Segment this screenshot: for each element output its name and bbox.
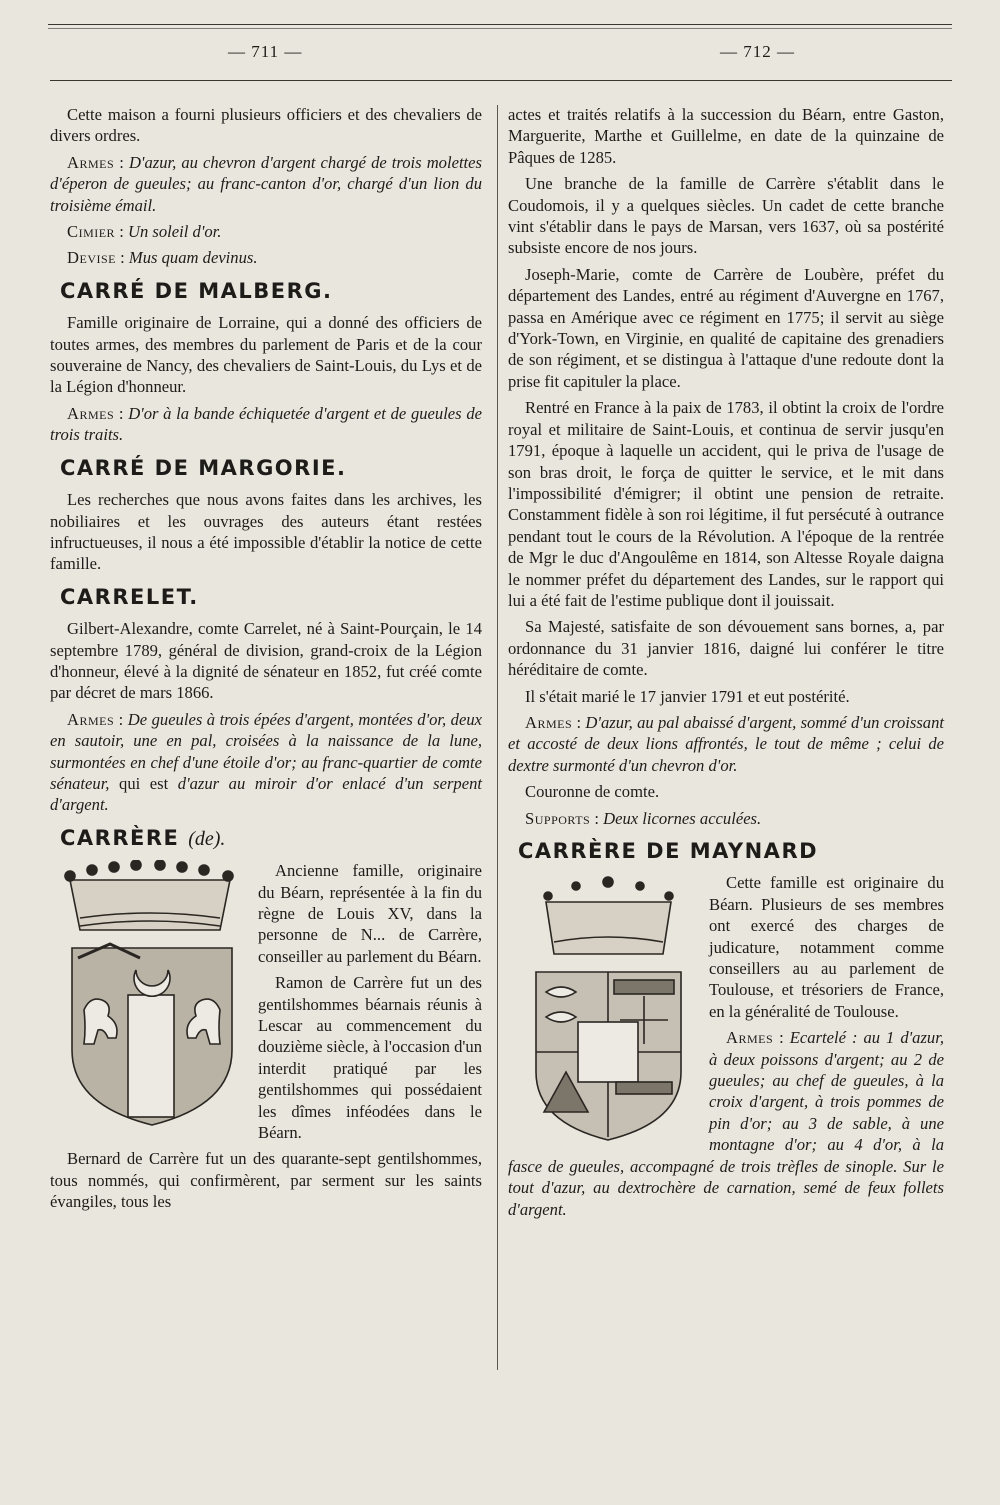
top-rule-thin (48, 28, 952, 29)
maynard-armes: Armes : Ecartelé : au 1 d'azur, à deux poissons d'argent; au 2 de gueules; au chef de gueules, à la croix d'argent, à trois pommes de pin d'or; au 3 de sable, à une montagne d'or; au 4 d'or, à la fasce de gueules, accompagné de trois trèfles de sinople. Sur le tout d'azur, au dextrochère de carnation, semé de feux follets d'argent. (508, 1028, 944, 1219)
maynard-paragraph: Cette famille est originaire du Béarn. Plusieurs de ses membres ont exercé des charges de judicature, notamment comme conseillers au au parlement de Toulouse, et trésoriers de France, en la généralité de Toulouse. (709, 873, 944, 1021)
top-rule (48, 24, 952, 25)
malberg-paragraph: Famille originaire de Lorraine, qui a donné des officiers de toutes armes, des membres du parlement de Paris et de la cour souveraine de Nancy, des chevaliers de Saint-Louis, du Lys et de la Légion d'honneur. (50, 313, 482, 397)
right-paragraph-5: Sa Majesté, satisfaite de son dévouement sans bornes, a, par ordonnance du 31 janvier 1816, daigné lui conférer le titre héréditaire de comte. (508, 617, 944, 680)
devise: Devise : Mus quam devinus. (67, 248, 258, 268)
page-number-right: — 712 — (720, 42, 795, 61)
carrere-paragraph-1: Ancienne famille, originaire du Béarn, représentée à la fin du règne de Louis XV, dans la personne de N... de Carrère, conseiller au parlement du Béarn. (258, 861, 482, 966)
right-paragraph-4: Rentré en France à la paix de 1783, il obtint la croix de l'ordre royal et militaire de Saint-Louis, et continua de servir jusqu'en 1791, époque à laquelle un accident, qui le priva de l'usage de son bras droit, le força de quitter le service, et le mit dans l'impossibilité d'émigrer; il obtint une pension de retraite. Constamment fidèle à son roi légitime, il fut persécuté à outrance pendant tout le cours de la Révolution. A l'époque de la rentrée de Mgr le duc d'Angoulême en 1814, son Altesse Royale daigna le nommer préfet du département des Landes, sur le rapport qui lui a été fait de l'estime publique dont il jouissait. (508, 398, 944, 610)
column-divider (497, 105, 498, 1370)
coat-of-arms-maynard (516, 872, 701, 1142)
crest-maynard-icon (516, 872, 701, 1142)
carrere-armes: Armes : D'azur, au pal abaissé d'argent, sommé d'un croissant et accosté de deux lions affrontés, le tout de même ; celui de dextre surmonté d'un chevron d'or. (508, 712, 944, 775)
carrere-paragraph-2: Ramon de Carrère fut un des gentilshommes béarnais réunis à Lescar au commencement du douzième siècle, à l'occasion d'un interdit pratiqué par les gentilshommes qui possédaient les dîmes inféodées dans le Béarn. (258, 973, 482, 1143)
left-column (50, 104, 482, 1218)
couronne: Couronne de comte. (525, 782, 660, 802)
right-paragraph-6: Il s'était marié le 17 janvier 1791 et eut postérité. (525, 686, 850, 706)
crest-carrere-icon (50, 860, 250, 1130)
intro-paragraph: Cette maison a fourni plusieurs officiers et des chevaliers de divers ordres. (50, 105, 482, 146)
right-paragraph-3: Joseph-Marie, comte de Carrère de Loubère, préfet du département des Landes, entré au régiment d'Auvergne en 1767, passa en Amérique avec ce régiment en 1775; il servit au siège d'York-Town, en Virginie, en qualité de capitaine des grenadiers de son régiment, et se distingua à l'attaque d'une redoute dont la prise fit capituler la place. (508, 264, 944, 391)
carrere-paragraph-3: Bernard de Carrère fut un des quarante-sept gentilshommes, tous nommés, qui confirmèrent, par serment sur les saints évangiles, tous les (50, 1149, 482, 1212)
intro-armes: Armes : D'azur, au chevron d'argent chargé de trois molettes d'éperon de gueules; au franc-canton d'or, chargé d'un lion du troisième émail. (50, 152, 482, 215)
carrelet-armes: Armes : De gueules à trois épées d'argent, montées d'or, deux en sautoir, une en pal, croisées à la naissance de la lune, surmontées en chef d'une étoile d'or; au franc-quartier de comte sénateur, qui est d'azur au miroir d'or enlacé d'un serpent d'argent. (50, 709, 482, 815)
heading-carrelet: CARRELET. (60, 584, 199, 609)
heading-carrere: CARRÈRE (de). (60, 825, 226, 850)
right-column (508, 104, 944, 1225)
margorie-paragraph: Les recherches que nous avons faites dans les archives, les nobiliaires et les ouvrages des auteurs étant restées infructueuses, il nous a été impossible d'établir la notice de cette famille. (50, 490, 482, 574)
carrelet-paragraph: Gilbert-Alexandre, comte Carrelet, né à Saint-Pourçain, le 14 septembre 1789, général de division, grand-croix de la Légion d'honneur, élevé à la dignité de sénateur en 1852, fut créé comte par décret de mars 1866. (50, 619, 482, 703)
right-paragraph-2: Une branche de la famille de Carrère s'établit dans le Coudomois, il y a quelques siècles. Un cadet de cette branche vint s'établir dans le pays de Marsan, vers 1637, où sa postérité subsiste encore de nos jours. (508, 174, 944, 258)
continued-paragraph: actes et traités relatifs à la succession du Béarn, entre Gaston, Marguerite, Marthe et Guillelme, en date de la quinzaine de Pâques de 1285. (508, 105, 944, 167)
coat-of-arms-carrere (50, 860, 250, 1130)
header-rule (50, 80, 952, 81)
supports: Supports : Deux licornes acculées. (525, 808, 762, 828)
cimier: Cimier : Un soleil d'or. (67, 222, 222, 242)
heading-carrere-de-maynard: CARRÈRE DE MAYNARD (518, 839, 819, 863)
page-number-left: — 711 — (228, 42, 303, 61)
malberg-armes: Armes : D'or à la bande échiquetée d'argent et de gueules de trois traits. (50, 403, 482, 445)
heading-carre-de-malberg: CARRÉ DE MALBERG. (60, 278, 333, 303)
heading-carre-de-margorie: CARRÉ DE MARGORIE. (60, 455, 347, 480)
